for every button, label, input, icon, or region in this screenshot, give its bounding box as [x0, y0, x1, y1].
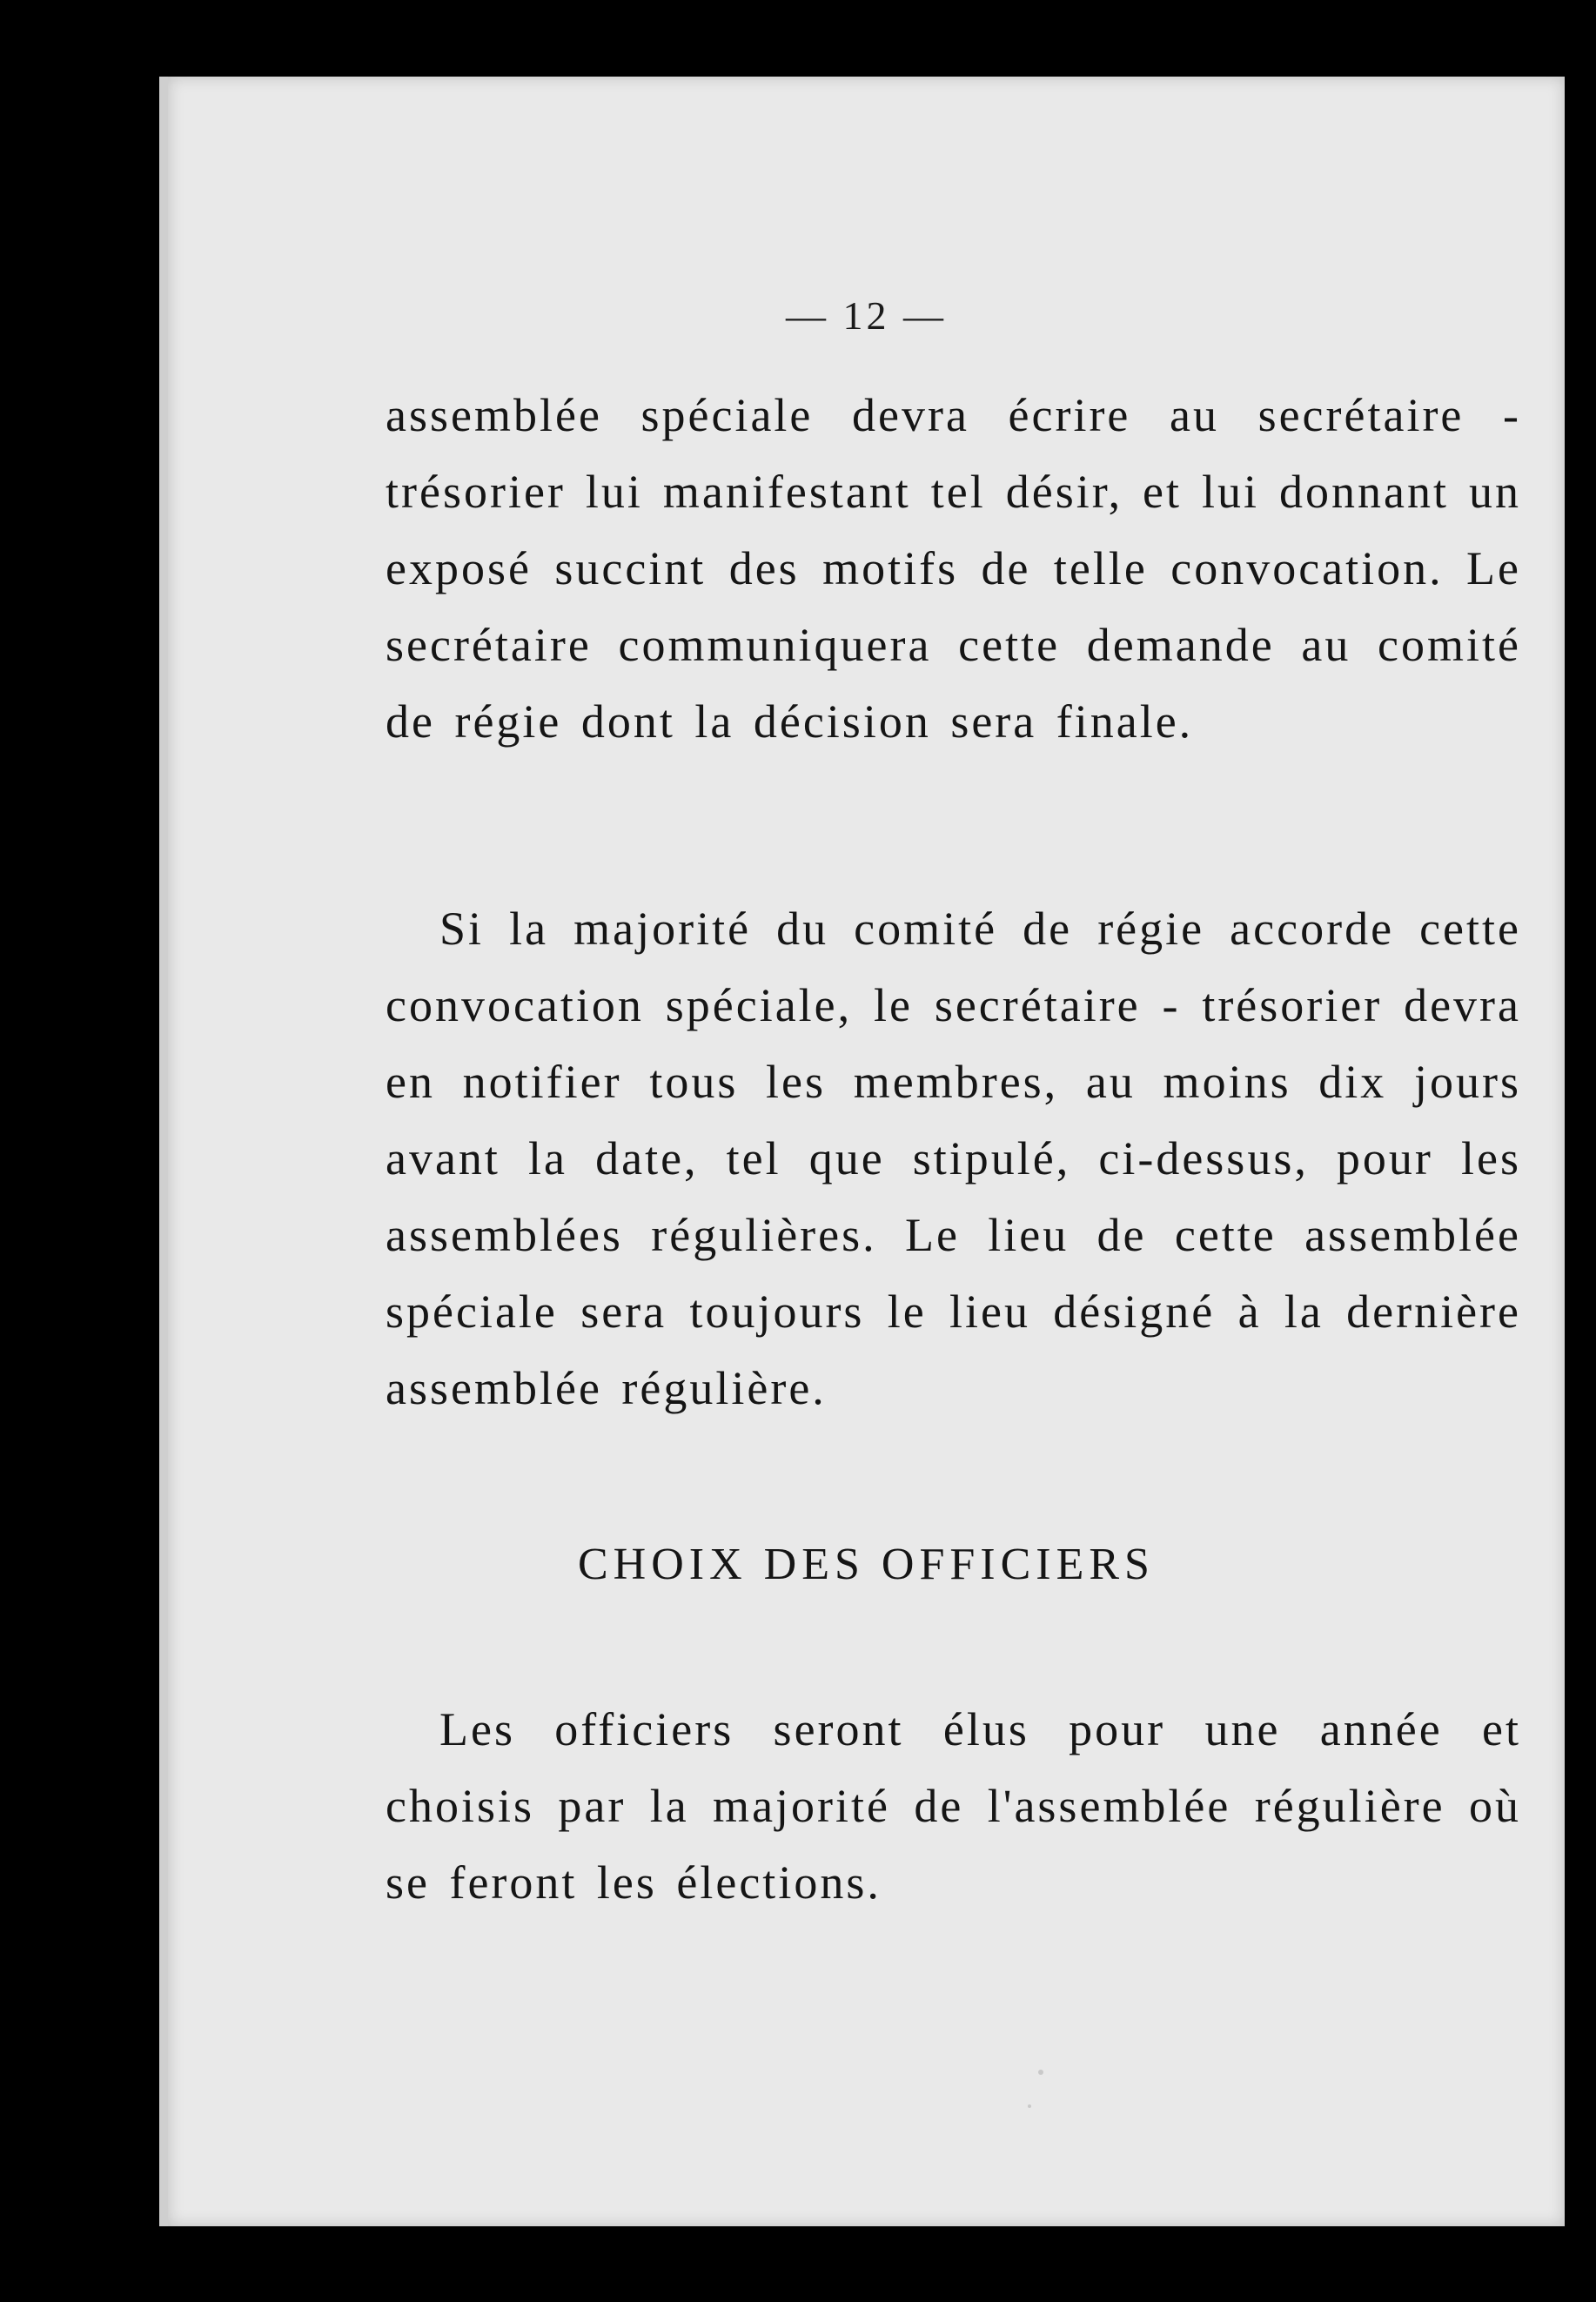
- paragraph-continued: assemblée spéciale devra écrire au secrétaire - trésorier lui manifestant tel désir, et lui donnant un exposé succint des motifs de telle convocation. Le secrétaire communiquera cette demande au comité de régie dont la décision sera finale.: [386, 389, 1521, 748]
- scan-speck: [1038, 2070, 1043, 2075]
- scan-speck: [1028, 2104, 1031, 2108]
- section-heading: CHOIX DES OFFICIERS: [578, 1540, 1155, 1589]
- book-page: [159, 77, 1565, 2226]
- paragraph-officers: Les officiers seront élus pour une année et choisis par la majorité de l'assemblée régulière où se feront les élections.: [386, 1703, 1521, 1909]
- page-number: — 12 —: [786, 293, 947, 338]
- paragraph-special-meeting: Si la majorité du comité de régie accorde cette convocation spéciale, le secrétaire - trésorier devra en notifier tous les membres, au moins dix jours avant la date, tel que stipulé, ci-dessus, pour les assemblées régulières. Le lieu de cette assemblée spéciale sera toujours le lieu désigné à la dernière assemblée régulière.: [386, 903, 1521, 1414]
